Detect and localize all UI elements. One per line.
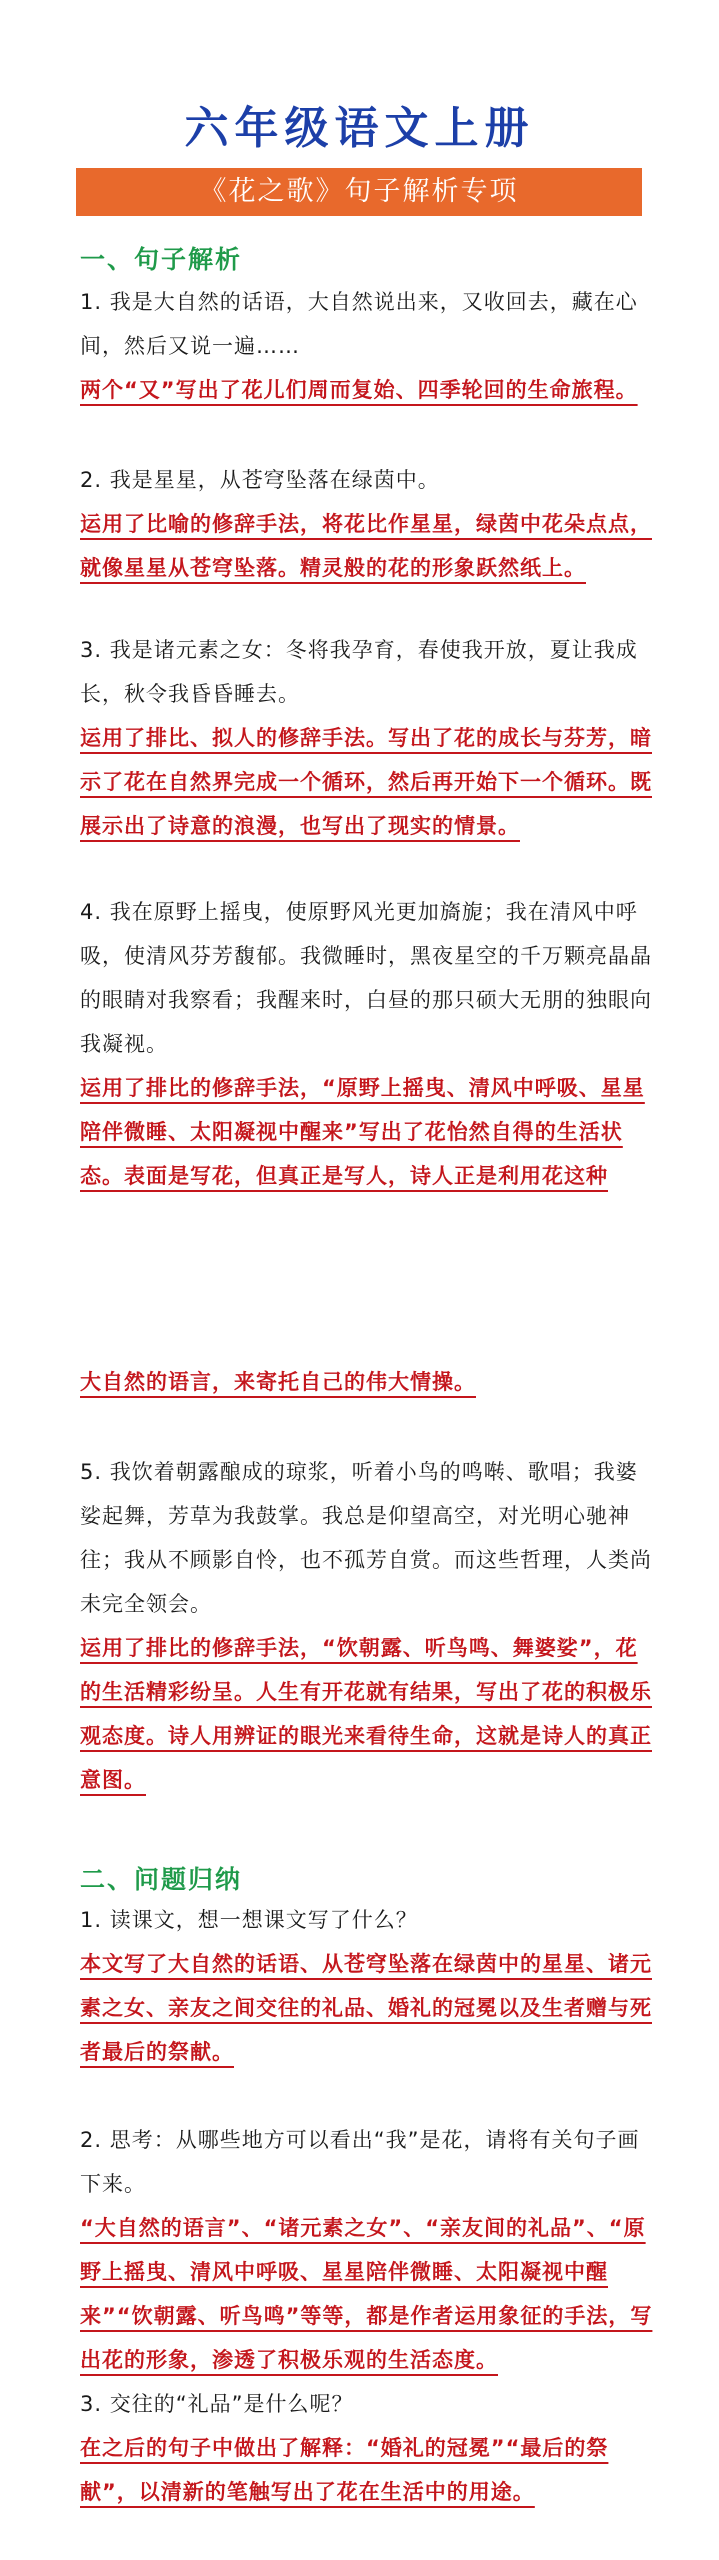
page-title: 六年级语文上册 — [184, 103, 535, 154]
question-item-1 — [80, 1898, 655, 2074]
sentence-question: 1. 我是大自然的话语，大自然说出来，又收回去，藏在心间，然后又说一遍…… — [80, 290, 638, 358]
sentence-item-3 — [80, 628, 655, 848]
sentence-question: 4. 我在原野上摇曳，使原野风光更加旖旎；我在清风中呼吸，使清风芬芳馥郁。我微睡时，黑夜星空的千万颗亮晶晶的眼睛对我察看；我醒来时，白昼的那只硕大无朋的独眼向我凝视。 — [80, 900, 652, 1056]
sentence-item-1 — [80, 280, 655, 412]
question-text: 1. 读课文，想一想课文写了什么？ — [80, 1908, 418, 1932]
section-heading-question-summary: 二、问题归纳 — [80, 1865, 243, 1894]
question-text: 3. 交往的“礼品”是什么呢？ — [80, 2392, 354, 2416]
sentence-answer-continued: 大自然的语言，来寄托自己的伟大情操。 — [80, 1370, 476, 1394]
subtitle-banner: 《花之歌》句子解析专项 — [76, 168, 642, 216]
question-answer: “大自然的语言”、“诸元素之女”、“亲友间的礼品”、“原野上摇曳、清风中呼吸、星星陪伴微睡、太阳凝视中醒来”“饮朝露、听鸟鸣”等等，都是作者运用象征的手法，写出花的形象，渗透了积极乐观的生活态度。 — [80, 2216, 653, 2372]
sentence-answer: 运用了排比的修辞手法，“原野上摇曳、清风中呼吸、星星陪伴微睡、太阳凝视中醒来”写出了花怡然自得的生活状态。表面是写花，但真正是写人，诗人正是利用花这种 — [80, 1076, 645, 1188]
sentence-item-4 — [80, 890, 655, 1198]
sentence-item-2 — [80, 458, 655, 590]
sentence-answer: 运用了排比、拟人的修辞手法。写出了花的成长与芬芳，暗示了花在自然界完成一个循环，然后再开始下一个循环。既展示出了诗意的浪漫，也写出了现实的情景。 — [80, 726, 652, 838]
sentence-question: 2. 我是星星，从苍穹坠落在绿茵中。 — [80, 468, 440, 492]
question-answer: 本文写了大自然的话语、从苍穹坠落在绿茵中的星星、诸元素之女、亲友之间交往的礼品、婚礼的冠冕以及生者赠与死者最后的祭献。 — [80, 1952, 652, 2064]
question-answer: 在之后的句子中做出了解释：“婚礼的冠冕”“最后的祭献”，以清新的笔触写出了花在生活中的用途。 — [80, 2436, 609, 2504]
sentence-question: 5. 我饮着朝露酿成的琼浆，听着小鸟的鸣啭、歌唱；我婆娑起舞，芳草为我鼓掌。我总是仰望高空，对光明心驰神往；我从不顾影自怜，也不孤芳自赏。而这些哲理，人类尚未完全领会。 — [80, 1460, 652, 1616]
sentence-answer: 运用了排比的修辞手法，“饮朝露、听鸟鸣、舞婆娑”，花的生活精彩纷呈。人生有开花就有结果，写出了花的积极乐观态度。诗人用辨证的眼光来看待生命，这就是诗人的真正意图。 — [80, 1636, 652, 1792]
sentence-question: 3. 我是诸元素之女：冬将我孕育，春使我开放，夏让我成长，秋令我昏昏睡去。 — [80, 638, 638, 706]
sentence-item-5 — [80, 1450, 655, 1802]
section-heading-sentence-analysis: 一、句子解析 — [80, 245, 243, 274]
sentence-answer: 两个“又”写出了花儿们周而复始、四季轮回的生命旅程。 — [80, 378, 638, 402]
question-text: 2. 思考：从哪些地方可以看出“我”是花，请将有关句子画下来。 — [80, 2128, 640, 2196]
sentence-answer: 运用了比喻的修辞手法，将花比作星星，绿茵中花朵点点，就像星星从苍穹坠落。精灵般的花的形象跃然纸上。 — [80, 512, 652, 580]
question-item-2 — [80, 2118, 655, 2382]
sentence-item-4-continued — [80, 1360, 655, 1404]
question-item-3 — [80, 2382, 655, 2514]
